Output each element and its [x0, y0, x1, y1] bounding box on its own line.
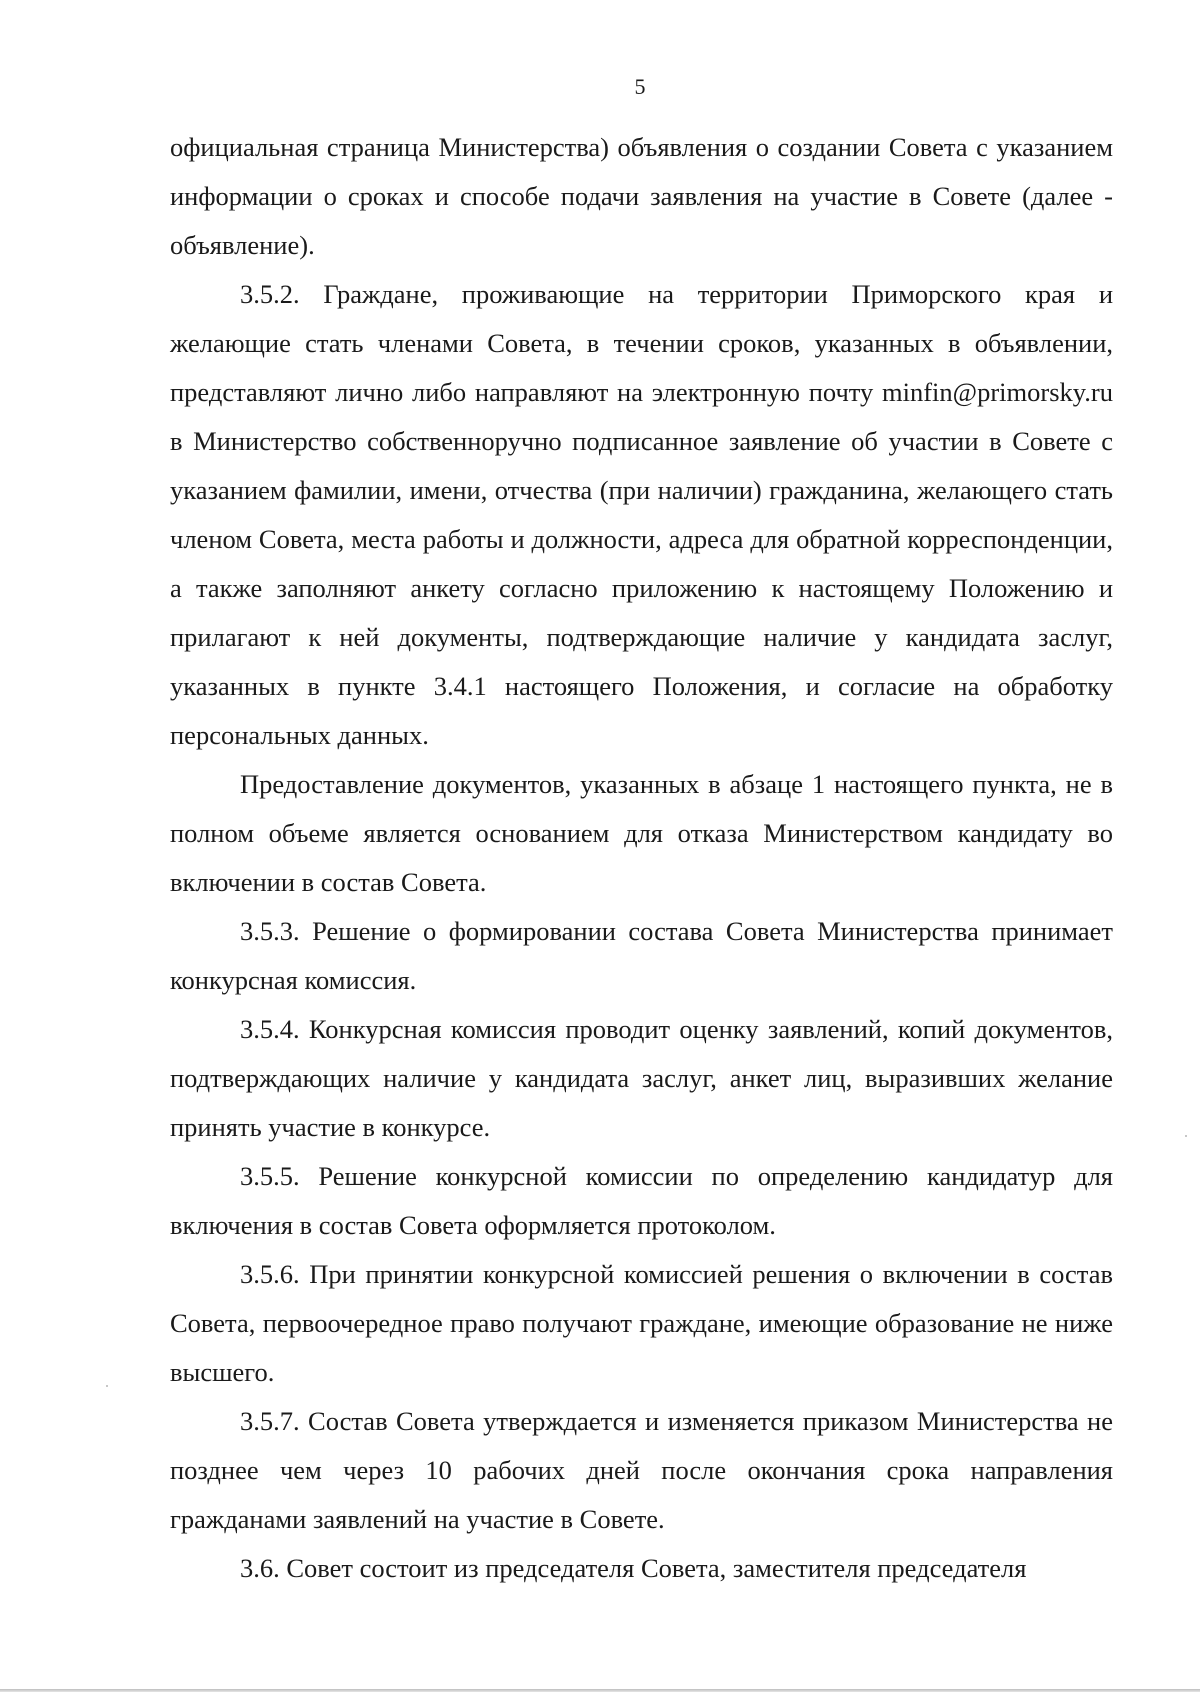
paragraph-3-5-7: 3.5.7. Состав Совета утверждается и изменяется приказом Министерства не позднее чем через 10 рабочих дней после окончания срока направления гражданами заявлений на участие в Совете. — [170, 1406, 1113, 1534]
paragraph-3-5-6: 3.5.6. При принятии конкурсной комиссией решения о включении в состав Совета, первоочередное право получают граждане, имеющие образование не ниже высшего. — [170, 1259, 1113, 1387]
document-body — [170, 123, 1113, 1593]
scan-bottom-edge — [0, 1689, 1200, 1692]
page-number: 5 — [634, 74, 646, 99]
paragraph-3-6: 3.6. Совет состоит из председателя Совета, заместителя председателя — [240, 1553, 1027, 1583]
paragraph-continuation: официальная страница Министерства) объявления о создании Совета с указанием информации о сроках и способе подачи заявления на участие в Совете (далее - объявление). — [170, 132, 1113, 260]
paragraph-3-5-4: 3.5.4. Конкурсная комиссия проводит оценку заявлений, копий документов, подтверждающих наличие у кандидата заслуг, анкет лиц, выразивших желание принять участие в конкурсе. — [170, 1014, 1113, 1142]
paragraph-3-5-5: 3.5.5. Решение конкурсной комиссии по определению кандидатур для включения в состав Совета оформляется протоколом. — [170, 1161, 1113, 1240]
paragraph-3-5-2: 3.5.2. Граждане, проживающие на территории Приморского края и желающие стать членами Совета, в течении сроков, указанных в объявлении, представляют лично либо направляют на электронную почту minfin@primorsky.ru в Министерство собственноручно подписанное заявление об участии в Совете с указанием фамилии, имени, отчества (при наличии) гражданина, желающего стать членом Совета, места работы и должности, адреса для обратной корреспонденции, а также заполняют анкету согласно приложению к настоящему Положению и прилагают к ней документы, подтверждающие наличие у кандидата заслуг, указанных в пункте 3.4.1 настоящего Положения, и согласие на обработку персональных данных. — [170, 279, 1113, 750]
scan-speck — [106, 1385, 108, 1387]
paragraph-documents-provision: Предоставление документов, указанных в абзаце 1 настоящего пункта, не в полном объеме является основанием для отказа Министерством кандидату во включении в состав Совета. — [170, 769, 1113, 897]
paragraph-3-5-3: 3.5.3. Решение о формировании состава Совета Министерства принимает конкурсная комиссия. — [170, 916, 1113, 995]
scan-speck — [1185, 1135, 1187, 1137]
